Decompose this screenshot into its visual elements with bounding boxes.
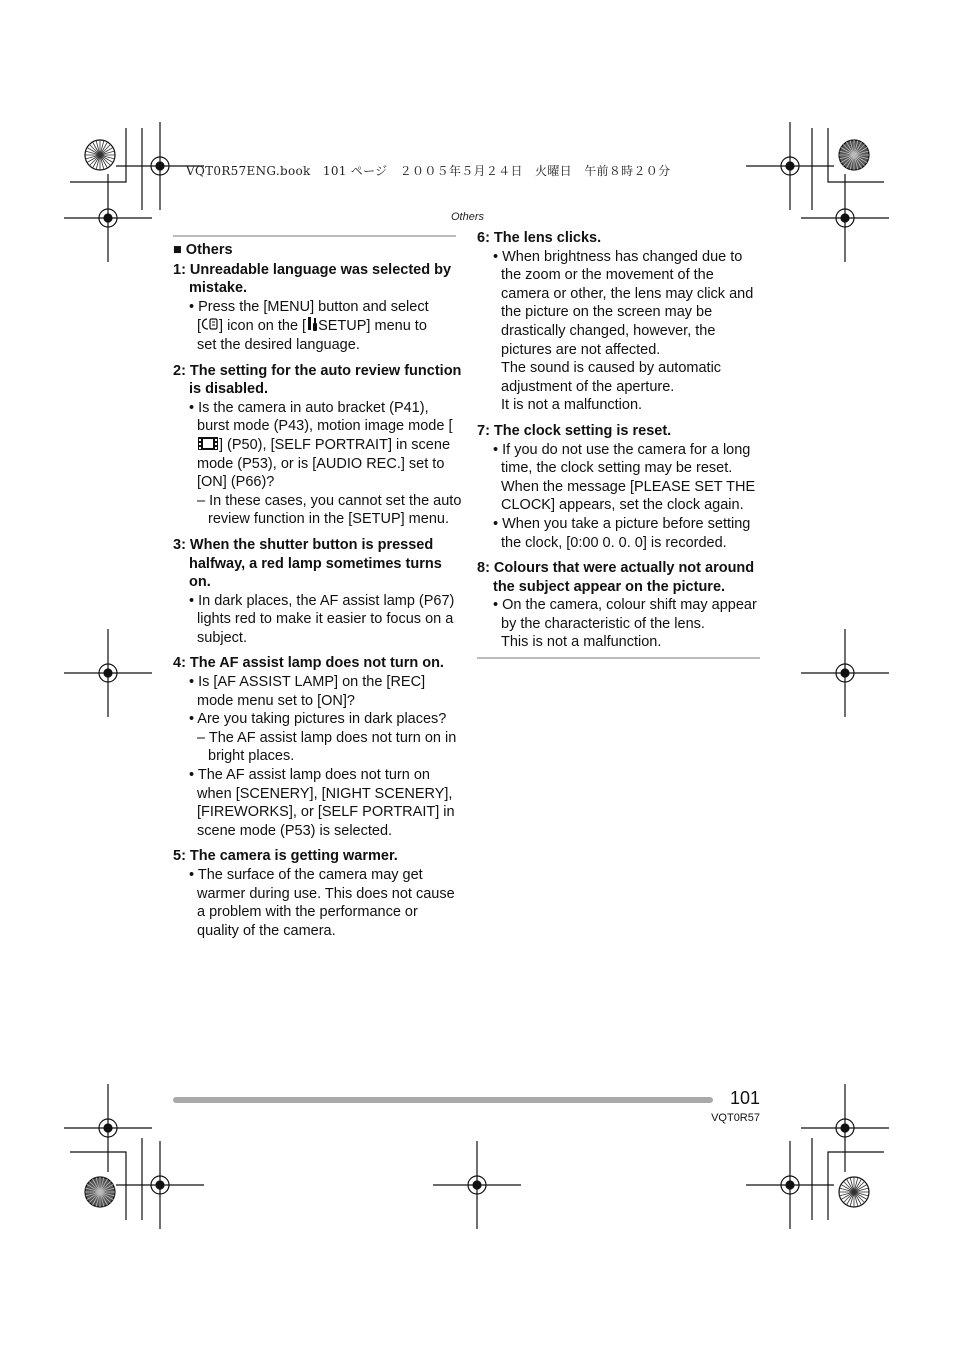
- q4-title: 4: The AF assist lamp does not turn on.: [173, 655, 444, 672]
- left-column: [173, 241, 463, 940]
- language-icon: [201, 317, 219, 332]
- registration-mark-icon: [786, 1181, 794, 1189]
- model-code: VQT0R57: [711, 1112, 760, 1124]
- registration-mark-icon: [841, 214, 849, 222]
- q4-bullet-1: • Is [AF ASSIST LAMP] on the [REC] mode menu set to [ON]?: [189, 674, 426, 709]
- q1-text-a: • Press the [MENU] button and select: [189, 298, 429, 315]
- q8-title: 8: Colours that were actually not around the subject appear on the picture.: [477, 560, 755, 595]
- q5-title: 5: The camera is getting warmer.: [173, 848, 398, 865]
- q1-text-b: [: [197, 318, 202, 335]
- registration-mark-icon: [156, 1181, 164, 1189]
- q7-title: 7: The clock setting is reset.: [477, 422, 672, 439]
- book-info-header: VQT0R57ENG.book 101 ページ ２００５年５月２４日 火曜日 午前８時２０分: [186, 164, 671, 178]
- q8-bullet: • On the camera, colour shift may appear by the characteristic of the lens.: [493, 597, 757, 632]
- page-number: 101: [729, 1088, 760, 1108]
- q7-cont: When the message [PLEASE SET THE CLOCK] appears, set the clock again.: [501, 478, 756, 514]
- setup-wrench-icon: [306, 316, 318, 332]
- q4-dash: – The AF assist lamp does not turn on in bright places.: [197, 729, 457, 765]
- registration-mark-icon: [841, 1124, 849, 1132]
- q1-text-d: SETUP] menu to: [318, 318, 427, 335]
- q8-cont: This is not a malfunction.: [501, 634, 662, 651]
- right-column: [477, 229, 760, 652]
- category-label: Others: [451, 211, 485, 223]
- q1-bullet: [173, 298, 463, 355]
- q7-bullet-1: • If you do not use the camera for a long time, the clock setting may be reset.: [493, 441, 751, 477]
- q1-text-e: set the desired language.: [197, 336, 360, 353]
- q4-bullet-3: • The AF assist lamp does not turn on when [SCENERY], [NIGHT SCENERY], [FIREWORKS], or [SELF PORTRAIT] in scene mode (P53) is selected.: [189, 767, 455, 839]
- registration-mark-icon: [156, 162, 164, 170]
- q3-bullet: • In dark places, the AF assist lamp (P67) lights red to make it easier to focus on a subject.: [189, 592, 455, 646]
- q1-title: 1: Unreadable language was selected by mistake.: [173, 261, 452, 297]
- registration-mark-icon: [786, 162, 794, 170]
- q5-bullet: • The surface of the camera may get warmer during use. This does not cause a problem with the performance or quality of the camera.: [189, 867, 455, 939]
- q6-bullet: • When brightness has changed due to the zoom or the movement of the camera or other, the lens may click and the picture on the screen may be drastically changed, however, the pictures are not affected.: [493, 248, 754, 358]
- q2-text-b: [: [448, 418, 453, 435]
- q4-bullet-2: • Are you taking pictures in dark places?: [189, 711, 447, 728]
- q2-text-a: • Is the camera in auto bracket (P41), burst mode (P43), motion image mode: [189, 399, 445, 435]
- q6-title: 6: The lens clicks.: [477, 230, 602, 246]
- motion-image-icon: [197, 436, 219, 451]
- footer-bar: [173, 1097, 713, 1103]
- q2-dash: – In these cases, you cannot set the auto review function in the [SETUP] menu.: [197, 492, 462, 528]
- registration-mark-icon: [104, 669, 112, 677]
- header-divider: [173, 235, 456, 237]
- q6-cont-2: It is not a malfunction.: [501, 397, 643, 414]
- q2-title: 2: The setting for the auto review function is disabled.: [173, 362, 462, 398]
- q2-text-c: ] (P50), [SELF PORTRAIT] in scene mode (P53), or is [AUDIO REC.] set to [ON] (P66)?: [197, 436, 451, 491]
- q1-text-c: ] icon on the [: [219, 318, 307, 335]
- right-column-divider: [477, 657, 760, 659]
- registration-mark-icon: [841, 669, 849, 677]
- q2-bullet: [173, 399, 463, 492]
- q3-title: 3: When the shutter button is pressed halfway, a red lamp sometimes turns on.: [173, 536, 442, 591]
- section-title: ■ Others: [173, 242, 233, 258]
- registration-mark-icon: [104, 1124, 112, 1132]
- registration-mark-icon: [104, 214, 112, 222]
- q7-bullet-2: • When you take a picture before setting the clock, [0:00 0. 0. 0] is recorded.: [493, 515, 751, 551]
- q6-cont-1: The sound is caused by automatic adjustment of the aperture.: [501, 360, 722, 395]
- registration-mark-icon: [473, 1181, 481, 1189]
